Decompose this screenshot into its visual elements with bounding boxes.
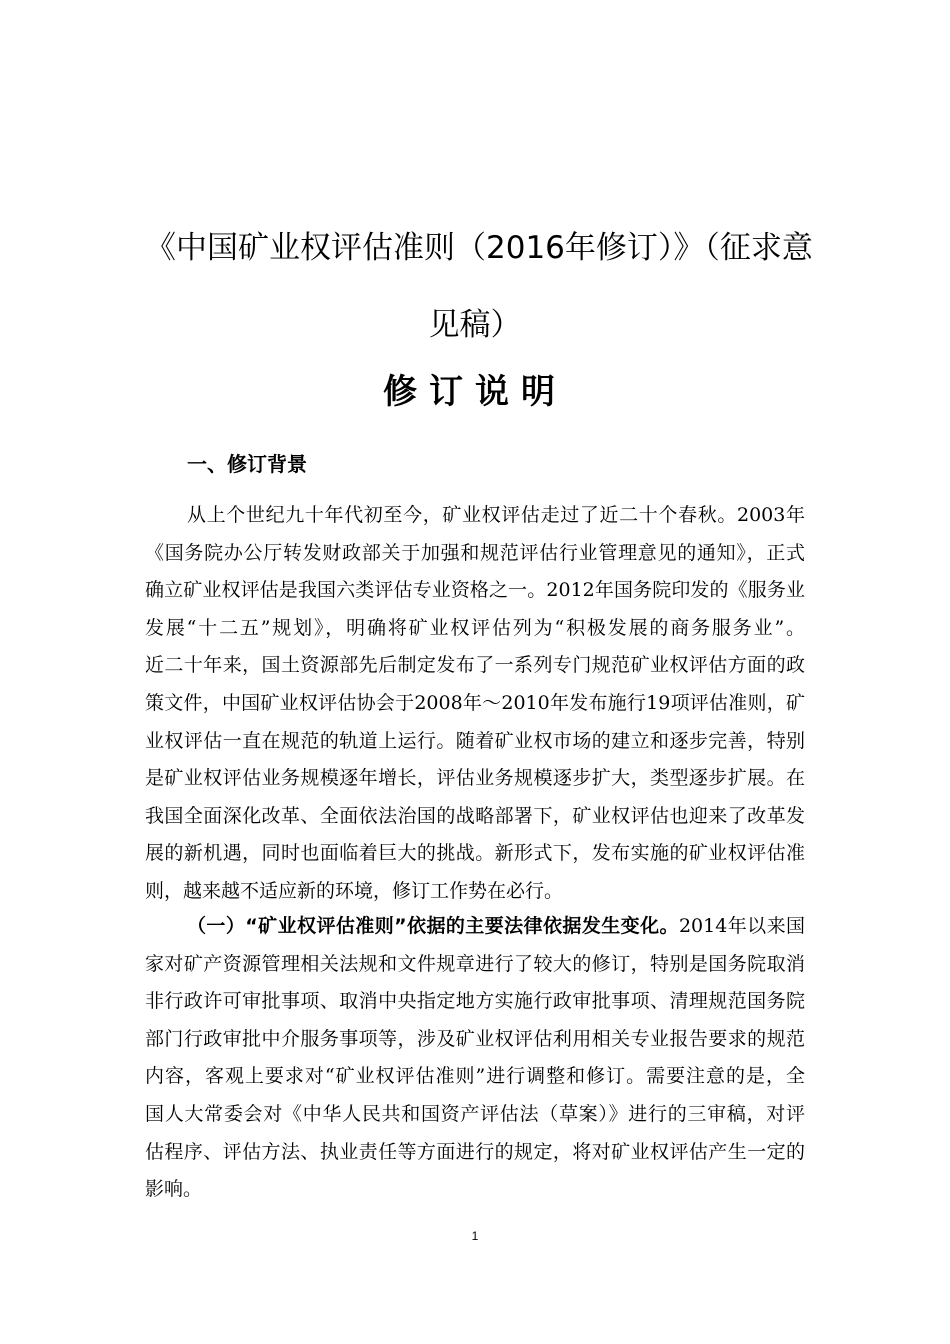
paragraph-line: 部门行政审批中介服务事项等，涉及矿业权评估利用相关专业报告要求的规范 (145, 1027, 805, 1050)
page-number: 1 (471, 1229, 479, 1243)
paragraph-line: 我国全面深化改革、全面依法治国的战略部署下，矿业权评估也迎来了改革发 (145, 804, 805, 827)
paragraph-line: 从上个世纪九十年代初至今，矿业权评估走过了近二十个春秋。2003年 (187, 504, 805, 526)
paragraph-line: 家对矿产资源管理相关法规和文件规章进行了较大的修订，特别是国务院取消 (145, 952, 805, 975)
paragraph-line: 确立矿业权评估是我国六类评估专业资格之一。2012年国务院印发的《服务业 (145, 579, 805, 602)
paragraph-line: 则，越来越不适应新的环境，修订工作势在必行。 (145, 879, 564, 902)
paragraph-line: 近二十年来，国土资源部先后制定发布了一系列专门规范矿业权评估方面的政 (145, 654, 805, 677)
subsection-heading: （一）“矿业权评估准则”依据的主要法律依据发生变化。 (187, 915, 679, 937)
paragraph-line: 估程序、评估方法、执业责任等方面进行的规定，将对矿业权评估产生一定的 (145, 1140, 805, 1163)
paragraph-first-line (145, 908, 805, 946)
paragraph-line: 影响。 (145, 1178, 203, 1201)
paragraph-line: 业权评估一直在规范的轨道上运行。随着矿业权市场的建立和逐步完善，特别 (145, 729, 805, 752)
paragraph-line: 展的新机遇，同时也面临着巨大的挑战。新形式下，发布实施的矿业权评估准 (145, 842, 805, 865)
section-heading: 一、修订背景 (187, 452, 307, 476)
paragraph-line: 是矿业权评估业务规模逐年增长，评估业务规模逐步扩大，类型逐步扩展。在 (145, 767, 805, 790)
paragraph-line: 国人大常委会对《中华人民共和国资产评估法（草案）》进行的三审稿，对评 (145, 1102, 805, 1125)
paragraph-line: 《国务院办公厅转发财政部关于加强和规范评估行业管理意见的通知》，正式 (145, 541, 805, 564)
paragraph-background (145, 497, 805, 911)
paragraph-line: 发展“十二五”规划》，明确将矿业权评估列为“积极发展的商务服务业”。 (145, 616, 805, 639)
paragraph-text: 2014年以来国 (678, 915, 805, 937)
paragraph-line: 策文件，中国矿业权评估协会于2008年～2010年发布施行19项评估准则，矿 (145, 691, 805, 714)
paragraph-line: 非行政许可审批事项、取消中央指定地方实施行政审批事项、清理规范国务院 (145, 990, 805, 1013)
document-heading: 修订说明 (383, 372, 567, 412)
paragraph-line: 内容，客观上要求对“矿业权评估准则”进行调整和修订。需要注意的是，全 (145, 1065, 805, 1088)
document-title-line-1: 《中国矿业权评估准则（2016年修订）》（征求意 (145, 230, 813, 266)
document-title-line-2: 见稿） (428, 307, 522, 343)
paragraph-legal-basis (145, 908, 805, 1209)
